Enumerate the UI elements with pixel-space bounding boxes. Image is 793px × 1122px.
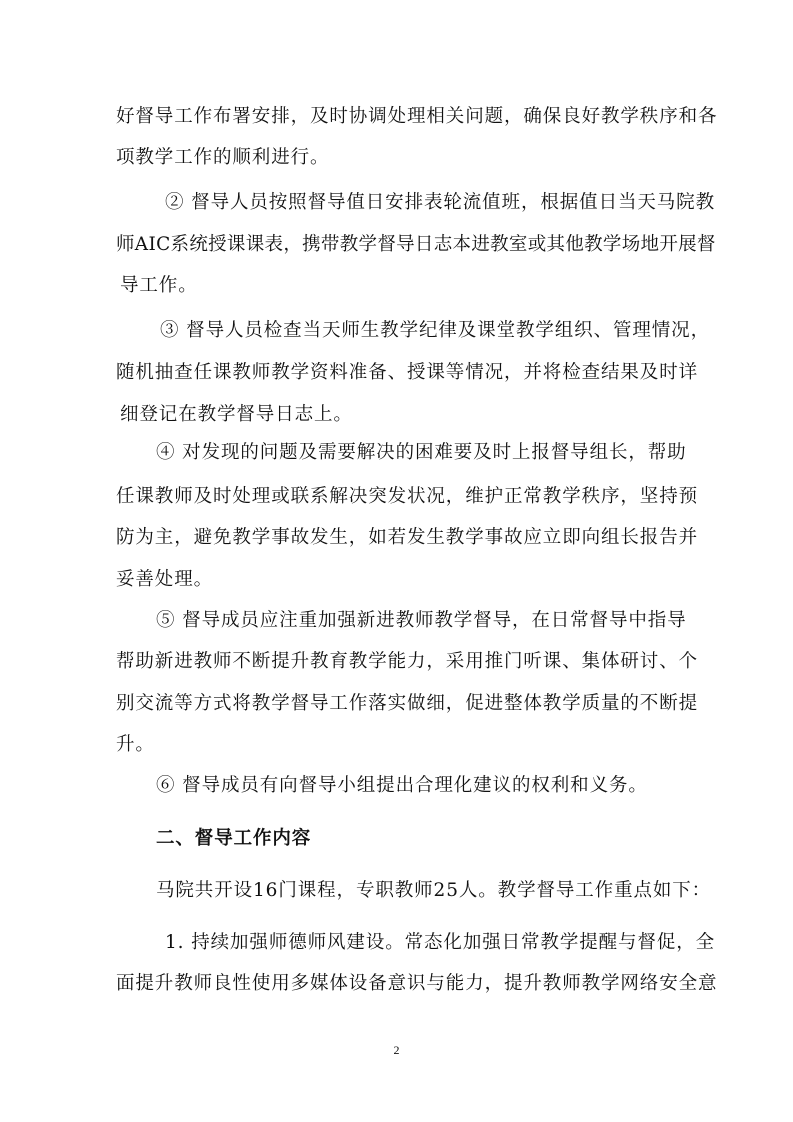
paragraph-line: 防为主，避免教学事故发生，如若发生教学事故应立即向组长报告并 [116,527,699,548]
paragraph-line: 升。 [116,734,155,755]
paragraph-line: 别交流等方式将教学督导工作落实做细，促进整体教学质量的不断提 [116,693,699,714]
paragraph-line: ④ 对发现的问题及需要解决的困难要及时上报督导组长，帮助 [156,442,687,463]
paragraph-line: 面提升教师良性使用多媒体设备意识与能力，提升教师教学网络安全意 [116,973,718,994]
paragraph-line: 好督导工作布署安排，及时协调处理相关问题，确保良好教学秩序和各 [116,106,718,127]
paragraph-line: ③ 督导人员检查当天师生教学纪律及课堂教学组织、管理情况， [160,320,710,341]
paragraph-line: 导工作。 [120,275,198,296]
paragraph-line: 师AIC系统授课课表，携带教学督导日志本进教室或其他教学场地开展督 [116,234,716,255]
paragraph-line: 随机抽查任课教师教学资料准备、授课等情况，并将检查结果及时详 [116,362,699,383]
paragraph-line: 帮助新进教师不断提升教育教学能力，采用推门听课、集体研讨、个 [116,651,699,672]
paragraph-line: 1. 持续加强师德师风建设。常态化加强日常教学提醒与督促，全 [165,932,716,953]
paragraph-line: 妥善处理。 [116,569,214,590]
paragraph-line: 细登记在教学督导日志上。 [120,404,353,425]
paragraph-line: 马院共开设16门课程，专职教师25人。教学督导工作重点如下： [156,880,712,901]
page-number: 2 [393,1043,400,1057]
paragraph-line: 任课教师及时处理或联系解决突发状况，维护正常教学秩序，坚持预 [116,486,699,507]
paragraph-line: ② 督导人员按照督导值日安排表轮流值班，根据值日当天马院教 [165,192,715,213]
section-heading: 二、督导工作内容 [156,828,312,849]
paragraph-line: ⑤ 督导成员应注重加强新进教师教学督导，在日常督导中指导 [156,610,687,631]
paragraph-line: ⑥ 督导成员有向督导小组提出合理化建议的权利和义务。 [156,775,648,796]
paragraph-line: 项教学工作的顺利进行。 [116,147,330,168]
